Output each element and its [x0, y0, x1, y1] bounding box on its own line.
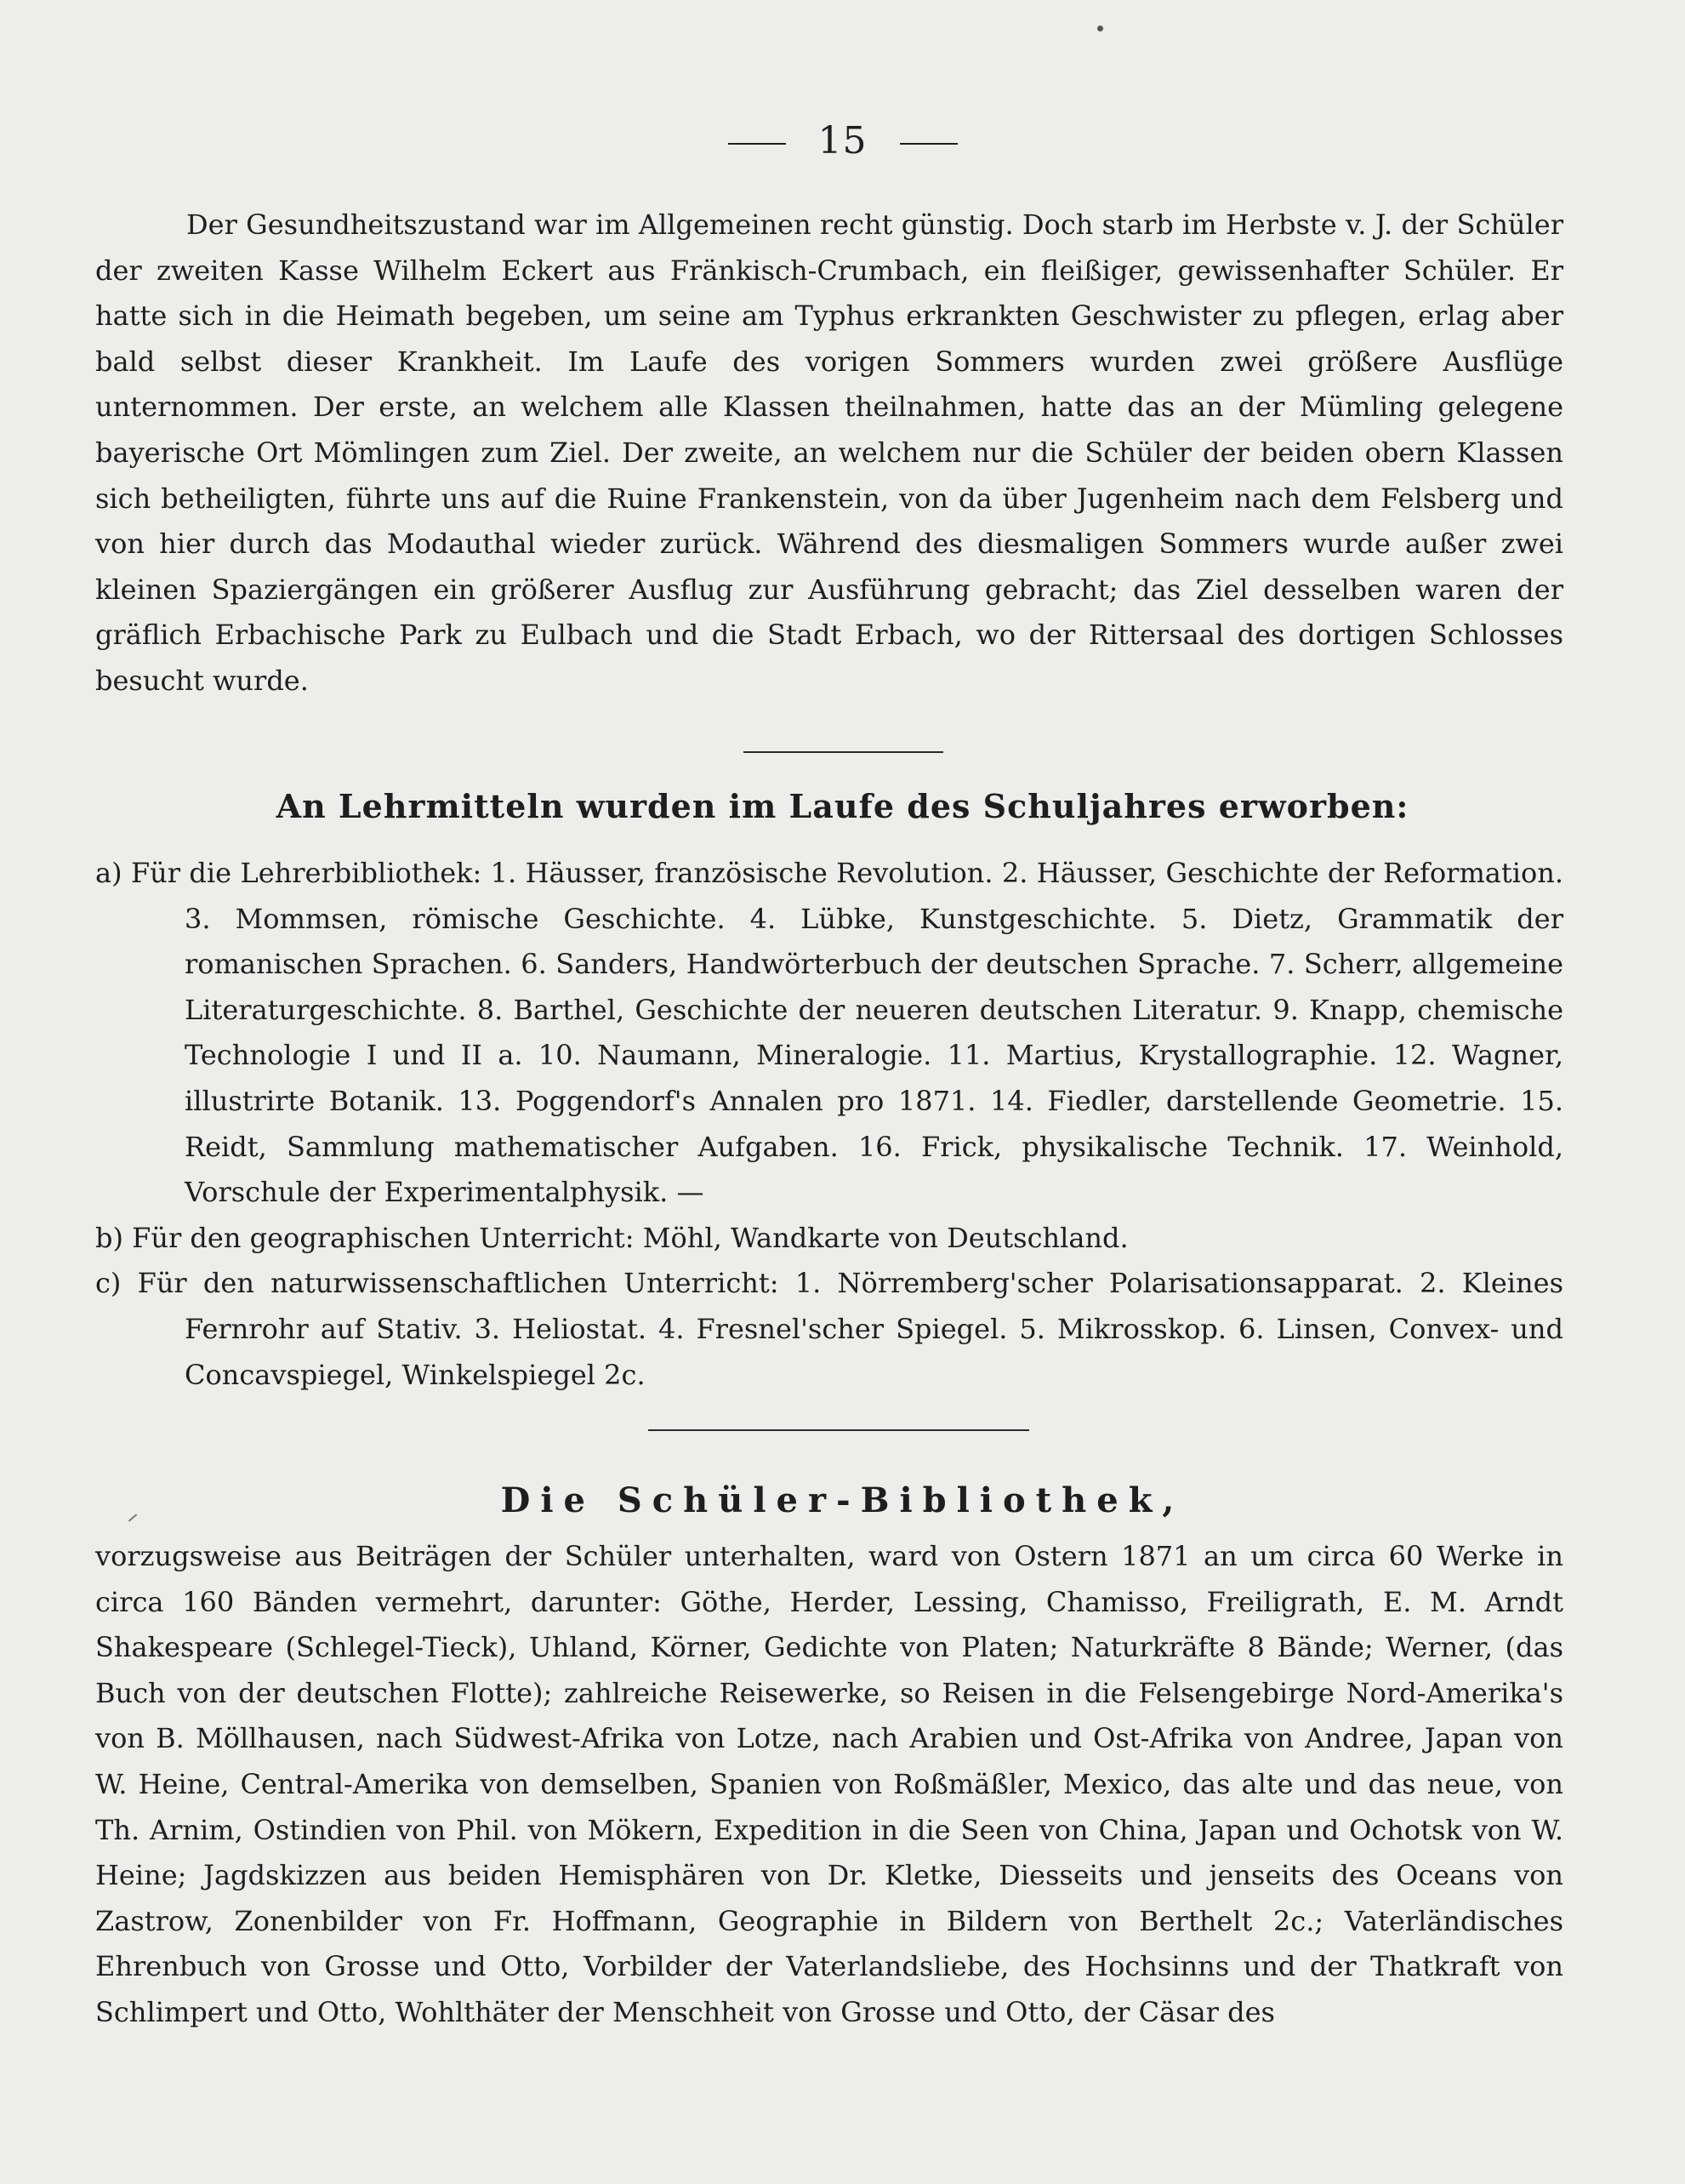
- page-number-value: 15: [817, 119, 868, 163]
- list-item-naturwissenschaft: c) Für den naturwissenschaftlichen Unterricht: 1. Nörremberg'scher Polarisationsapparat. 2. Kleines Fernrohr auf Stativ. 3. Heliostat. 4. Fresnel'scher Spiegel. 5. Mikrosskop. 6. Linsen, Convex- und Concavspiegel, Winkelspiegel 2c.: [95, 1267, 1563, 1391]
- list-item-geographie: b) Für den geographischen Unterricht: Möhl, Wandkarte von Deutschland.: [95, 1221, 1129, 1254]
- page-number: [0, 119, 1685, 163]
- ink-speck: [1097, 26, 1103, 31]
- paragraph-health-and-excursions: Der Gesundheitszustand war im Allgemeinen recht günstig. Doch starb im Herbste v. J. der Schüler der zweiten Kasse Wilhelm Eckert aus Fränkisch-Crumbach, ein fleißiger, gewissenhafter Schüler. Er hatte sich in die Heimath begeben, um seine am Typhus erkrankten Geschwister zu pflegen, erlag aber bald selbst dieser Krankheit. Im Laufe des vorigen Sommers wurden zwei größere Ausflüge unternommen. Der erste, an welchem alle Klassen theilnahmen, hatte das an der Mümling gelegene bayerische Ort Mömlingen zum Ziel. Der zweite, an welchem nur die Schüler der beiden obern Klassen sich betheiligten, führte uns auf die Ruine Frankenstein, von da über Jugenheim nach dem Felsberg und von hier durch das Modauthal wieder zurück. Während des diesmaligen Sommers wurde außer zwei kleinen Spaziergängen ein größerer Ausflug zur Ausführung gebracht; das Ziel desselben waren der gräflich Erbachische Park zu Eulbach und die Stadt Erbach, wo der Rittersaal des dortigen Schlosses besucht wurde.: [95, 208, 1563, 697]
- section-divider: [743, 751, 943, 753]
- heading-lehrmittel: An Lehrmitteln wurden im Laufe des Schuljahres erworben:: [276, 787, 1409, 825]
- lehrmittel-list: [95, 851, 1563, 1398]
- section-divider: [648, 1429, 1029, 1431]
- list-item-lehrerbibliothek: a) Für die Lehrerbibliothek: 1. Häusser, französische Revolution. 2. Häusser, Geschichte der Reformation. 3. Mommsen, römische Geschichte. 4. Lübke, Kunstgeschichte. 5. Dietz, Grammatik der romanischen Sprachen. 6. Sanders, Handwörterbuch der deutschen Sprache. 7. Scherr, allgemeine Literaturgeschichte. 8. Barthel, Geschichte der neueren deutschen Literatur. 9. Knapp, chemische Technologie I und II a. 10. Naumann, Mineralogie. 11. Martius, Krystallographie. 12. Wagner, illustrirte Botanik. 13. Poggendorf's Annalen pro 1871. 14. Fiedler, darstellende Geometrie. 15. Reidt, Sammlung mathematischer Aufgaben. 16. Frick, physikalische Technik. 17. Weinhold, Vorschule der Experimentalphysik. —: [95, 857, 1563, 1209]
- page-number-dash-right: [900, 143, 958, 145]
- heading-schueler-bibliothek: Die Schüler-Bibliothek,: [500, 1480, 1185, 1520]
- paragraph-schueler-bibliothek: vorzugsweise aus Beiträgen der Schüler unterhalten, ward von Ostern 1871 an um circa 60 Werke in circa 160 Bänden vermehrt, darunter: Göthe, Herder, Lessing, Chamisso, Freiligrath, E. M. Arndt Shakespeare (Schlegel-Tieck), Uhland, Körner, Gedichte von Platen; Naturkräfte 8 Bände; Werner, (das Buch von der deutschen Flotte); zahlreiche Reisewerke, so Reisen in die Felsengebirge Nord-Amerika's von B. Möllhausen, nach Südwest-Afrika von Lotze, nach Arabien und Ost-Afrika von Andree, Japan von W. Heine, Central-Amerika von demselben, Spanien von Roßmäßler, Mexico, das alte und das neue, von Th. Arnim, Ostindien von Phil. von Mökern, Expedition in die Seen von China, Japan und Ochotsk von W. Heine; Jagdskizzen aus beiden Hemisphären von Dr. Kletke, Diesseits und jenseits des Oceans von Zastrow, Zonenbilder von Fr. Hoffmann, Geographie in Bildern von Berthelt 2c.; Vaterländisches Ehrenbuch von Grosse und Otto, Vorbilder der Vaterlandsliebe, des Hochsinns und der Thatkraft von Schlimpert und Otto, Wohlthäter der Menschheit von Grosse und Otto, der Cäsar des: [95, 1540, 1563, 2028]
- page-number-dash-left: [728, 143, 786, 145]
